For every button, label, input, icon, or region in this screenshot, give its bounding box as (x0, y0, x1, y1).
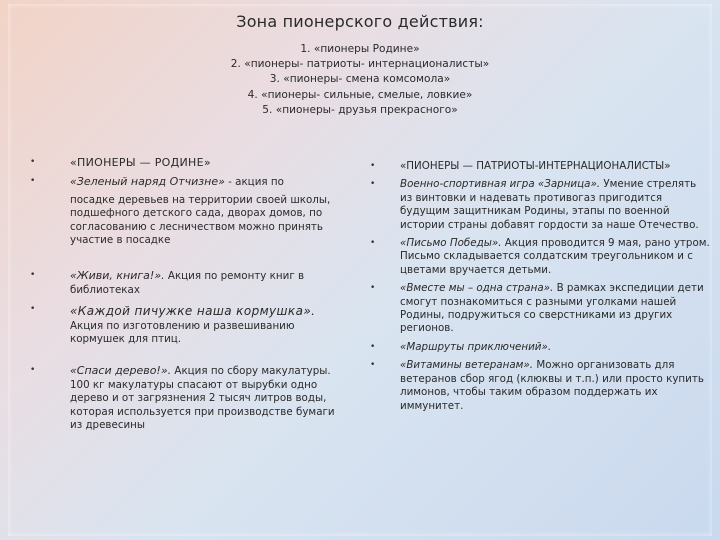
item-desc: - акция по (224, 176, 284, 189)
bullet: • (30, 157, 36, 167)
slide-title: Зона пионерского действия: (236, 12, 484, 31)
item-desc: Акция проводится 9 мая, рано утром. Письмо складывается солдатским треугольником и с цветами вручается детьми. (400, 237, 710, 276)
bullet: • (370, 179, 376, 190)
item-desc: Акция по изготовлению и развешиванию кормушек для птиц. (70, 319, 295, 346)
item-desc: В рамках экспедиции дети смогут познакомиться с разными уголками нашей Родины, подружиться со сверстниками из других регионов. (400, 282, 704, 335)
goal-item: 2. «пионеры- патриоты- интернационалисты» (230, 58, 490, 71)
right-column (370, 160, 710, 413)
item-name: «Живи, книга!». (70, 269, 165, 283)
item-name: «Спаси дерево!». (70, 364, 172, 378)
item-name: «Витамины ветеранам». (400, 359, 534, 372)
item-desc: Можно организовать для ветеранов сбор ягод (клюквы и т.п.) или просто купить лимонов, чтобы таким образом поддержать их иммунитет. (400, 359, 704, 412)
right-item-routes (370, 341, 710, 354)
left-item-books (30, 269, 350, 297)
item-name: Военно-спортивная игра «Зарница». (400, 178, 601, 191)
item-name: «Каждой пичужке наша кормушка». (70, 304, 316, 319)
item-desc: Акция по сбору макулатуры. 100 кг макулатуры спасают от вырубки одно дерево и от загрязнения 2 тысяч литров воды, которая используется при производстве бумаги из древесины (70, 365, 335, 432)
item-desc: Акция по ремонту книг в библиотеках (70, 270, 305, 296)
item-name: «Вместе мы – одна страна». (400, 282, 554, 295)
goal-item: 4. «пионеры- сильные, смелые, ловкие» (247, 88, 473, 101)
left-item-feeders (30, 303, 350, 346)
bullet: • (370, 161, 376, 171)
bullet: • (30, 270, 36, 281)
bullet: • (370, 341, 376, 352)
bullet: • (370, 283, 376, 294)
item-name: «Зеленый наряд Отчизне» (70, 175, 225, 189)
goal-item: 1. «пионеры Родине» (300, 43, 420, 55)
left-heading-item (30, 156, 350, 169)
bullet: • (370, 360, 376, 371)
left-item-trees (30, 364, 350, 432)
left-heading: «ПИОНЕРЫ — РОДИНЕ» (70, 156, 211, 169)
goal-item: 3. «пионеры- смена комсомола» (269, 73, 451, 86)
right-heading-item (370, 160, 710, 173)
left-column (30, 156, 350, 433)
bullet: • (30, 304, 36, 315)
left-item-green (30, 175, 350, 247)
item-desc: Умение стрелять из винтовки и надевать противогаз пригодится будущим защитникам Родины, этапы по военной истории страны добавят гордости за наше Отечество. (400, 178, 699, 231)
item-name: «Письмо Победы». (400, 237, 502, 250)
right-item-letter (370, 237, 710, 277)
right-item-country (370, 282, 710, 336)
bullet: • (30, 176, 36, 187)
bullet: • (370, 238, 376, 249)
right-item-zarnitsa (370, 178, 710, 232)
goal-item: 5. «пионеры- друзья прекрасного» (262, 103, 458, 116)
goals-list (0, 42, 720, 118)
bullet: • (30, 365, 36, 376)
right-item-vitamins (370, 359, 710, 413)
item-desc: посадке деревьев на территории своей школы, подшефного детского сада, дворах домов, по согласованию с лесничеством можно принять участие в посадке (70, 193, 331, 247)
right-heading: «ПИОНЕРЫ — ПАТРИОТЫ-ИНТЕРНАЦИОНАЛИСТЫ» (400, 160, 671, 172)
item-name: «Маршруты приключений». (400, 340, 552, 353)
